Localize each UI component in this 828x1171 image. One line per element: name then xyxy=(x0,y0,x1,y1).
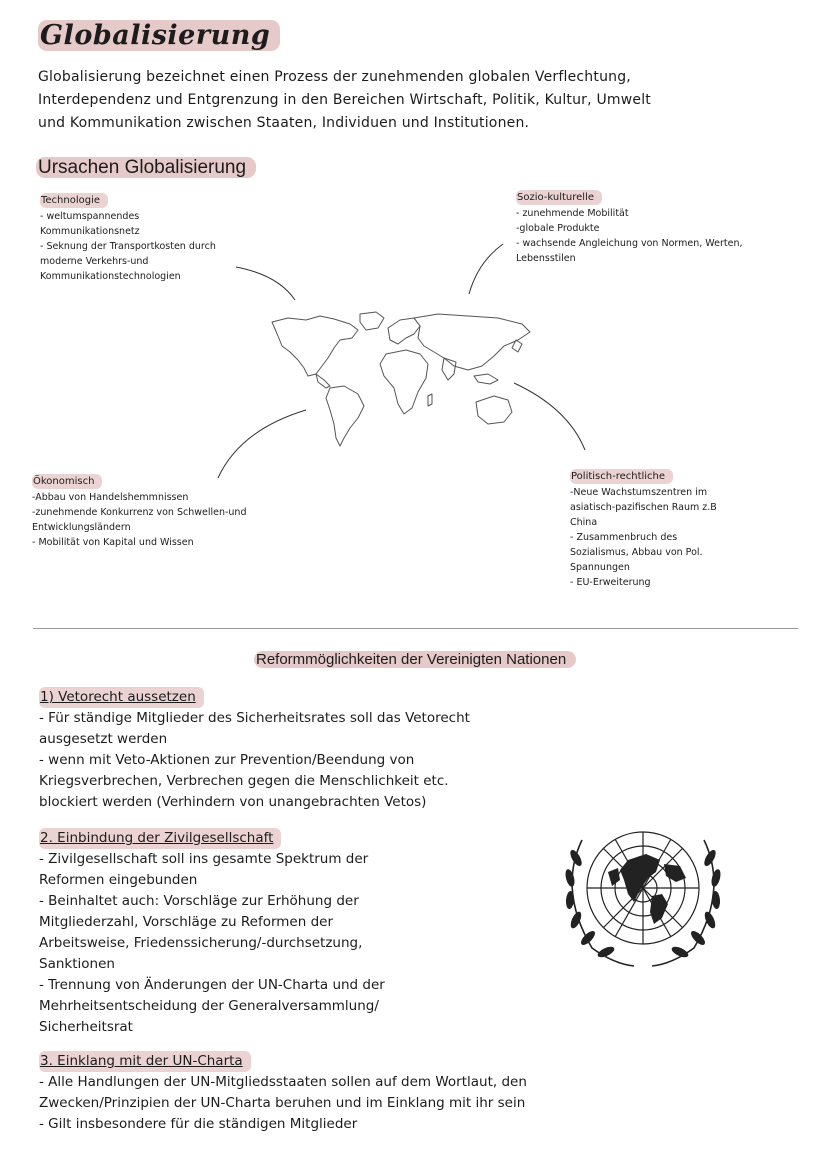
note-title: Sozio-kulturelle xyxy=(516,190,602,205)
note-line: - Seknung der Transportkosten durch xyxy=(40,241,216,252)
intro-line: Globalisierung bezeichnet einen Prozess der zunehmenden globalen Verflechtung, xyxy=(38,69,631,85)
note-line: China xyxy=(570,517,598,528)
reform-line: Sanktionen xyxy=(39,956,115,972)
reform-line: Arbeitsweise, Friedenssicherung/-durchsetzung, xyxy=(39,935,363,951)
note-line: - Mobilität von Kapital und Wissen xyxy=(32,537,194,548)
world-map-icon xyxy=(268,310,538,450)
reform-line: Zwecken/Prinzipien der UN-Charta beruhen und im Einklang mit ihr sein xyxy=(39,1095,526,1111)
reform-item-1 xyxy=(39,687,470,813)
reform-line: ausgesetzt werden xyxy=(39,731,168,747)
note-line: Spannungen xyxy=(570,562,630,573)
reform-line: - Trennung von Änderungen der UN-Charta und der xyxy=(39,977,385,993)
note-line: -zunehmende Konkurrenz von Schwellen-und xyxy=(32,507,247,518)
note-line: - Zusammenbruch des xyxy=(570,532,678,543)
note-line: Kommunikationsnetz xyxy=(40,226,140,237)
reform-line: - wenn mit Veto-Aktionen zur Prevention/Beendung von xyxy=(39,752,415,768)
note-line: Kommunikationstechnologien xyxy=(40,271,181,282)
reform-line: blockiert werden (Verhindern von unangebrachten Vetos) xyxy=(39,794,427,810)
intro-line: und Kommunikation zwischen Staaten, Individuen und Institutionen. xyxy=(38,115,530,131)
reform-line: Reformen eingebunden xyxy=(39,872,198,888)
note-title: Technologie xyxy=(40,193,108,208)
note-line: Lebensstilen xyxy=(516,253,576,264)
reform-line: - Gilt insbesondere für die ständigen Mitglieder xyxy=(39,1116,358,1132)
note-line: -globale Produkte xyxy=(516,223,600,234)
note-title: Politisch-rechtliche xyxy=(570,469,673,484)
note-line: asiatisch-pazifischen Raum z.B xyxy=(570,502,717,513)
note-line: - EU-Erweiterung xyxy=(570,577,651,588)
reform-line: Mitgliederzahl, Vorschläge zu Reformen der xyxy=(39,914,334,930)
reform-line: - Beinhaltet auch: Vorschläge zur Erhöhung der xyxy=(39,893,359,909)
reform-title: 1) Vetorecht aussetzen xyxy=(39,687,204,708)
intro-line: Interdependenz und Entgrenzung in den Bereichen Wirtschaft, Politik, Kultur, Umwelt xyxy=(38,92,651,108)
reform-line: - Alle Handlungen der UN-Mitgliedsstaaten sollen auf dem Wortlaut, den xyxy=(39,1074,527,1090)
reform-line: Kriegsverbrechen, Verbrechen gegen die Menschlichkeit etc. xyxy=(39,773,449,789)
un-emblem-icon xyxy=(548,820,738,970)
note-line: Entwicklungsländern xyxy=(32,522,131,533)
note-line: Sozialismus, Abbau von Pol. xyxy=(570,547,703,558)
section-divider xyxy=(33,628,798,629)
reform-item-2 xyxy=(39,828,385,1038)
connector-sozio xyxy=(469,244,503,294)
causes-heading: Ursachen Globalisierung xyxy=(36,157,256,179)
note-line: - weltumspannendes xyxy=(40,211,140,222)
note-line: - wachsende Angleichung von Normen, Werten, xyxy=(516,238,743,249)
reform-line: Sicherheitsrat xyxy=(39,1019,133,1035)
note-line: -Neue Wachstumszentren im xyxy=(570,487,708,498)
note-line: - zunehmende Mobilität xyxy=(516,208,629,219)
reform-title: 2. Einbindung der Zivilgesellschaft xyxy=(39,828,281,849)
note-title: Ökonomisch xyxy=(32,474,102,489)
page-title: Globalisierung xyxy=(38,20,280,51)
reform-line: - Zivilgesellschaft soll ins gesamte Spektrum der xyxy=(39,851,369,867)
reform-heading: Reformmöglichkeiten der Vereinigten Nationen xyxy=(254,651,576,668)
note-line: -Abbau von Handelshemmnissen xyxy=(32,492,189,503)
reform-line: - Für ständige Mitglieder des Sicherheitsrates soll das Vetorecht xyxy=(39,710,470,726)
reform-title: 3. Einklang mit der UN-Charta xyxy=(39,1051,251,1072)
reform-line: Mehrheitsentscheidung der Generalversammlung/ xyxy=(39,998,379,1014)
connector-technologie xyxy=(236,267,295,300)
note-line: moderne Verkehrs-und xyxy=(40,256,149,267)
reform-item-3 xyxy=(39,1051,527,1135)
